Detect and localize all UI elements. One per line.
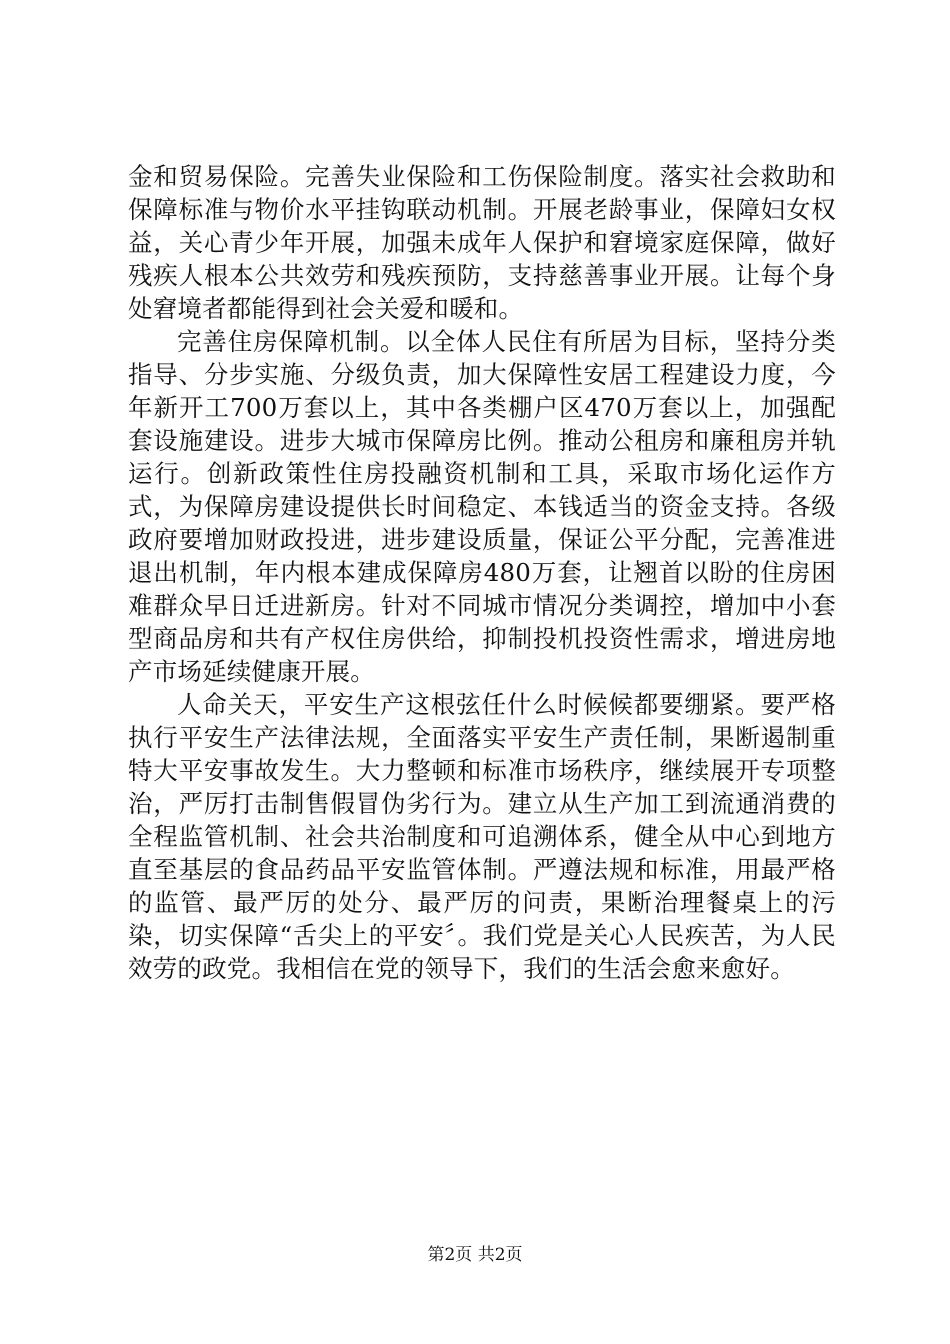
document-body xyxy=(128,160,836,985)
paragraph-safety: 人命关天，平安生产这根弦任什么时候候都要绷紧。要严格执行平安生产法律法规，全面落实平安生产责任制，果断遏制重特大平安事故发生。大力整顿和标准市场秩序，继续展开专项整治，严厉打击制售假冒伪劣行为。建立从生产加工到流通消费的全程监管机制、社会共治制度和可追溯体系，健全从中心到地方直至基层的食品药品平安监管体制。严遵法规和标准，用最严格的监管、最严厉的处分、最严厉的问责，果断治理餐桌上的污染，切实保障“舌尖上的平安〞。我们党是关心人民疾苦，为人民效劳的政党。我相信在党的领导下，我们的生活会愈来愈好。 xyxy=(128,690,836,983)
page-number-footer: 第2页 共2页 xyxy=(427,1245,523,1265)
paragraph-housing: 完善住房保障机制。以全体人民住有所居为目标，坚持分类指导、分步实施、分级负责，加大保障性安居工程建设力度，今年新开工700万套以上，其中各类棚户区470万套以上，加强配套设施建设。进步大城市保障房比例。推动公租房和廉租房并轨运行。创新政策性住房投融资机制和工具，采取市场化运作方式，为保障房建设提供长时间稳定、本钱适当的资金支持。各级政府要增加财政投进，进步建设质量，保证公平分配，完善准进退出机制，年内根本建成保障房480万套，让翘首以盼的住房困难群众早日迁进新房。针对不同城市情况分类调控，增加中小套型商品房和共有产权住房供给，抑制投机投资性需求，增进房地产市场延续健康开展。 xyxy=(128,327,836,686)
paragraph-continuation: 金和贸易保险。完善失业保险和工伤保险制度。落实社会救助和保障标准与物价水平挂钩联动机制。开展老龄事业，保障妇女权益，关心青少年开展，加强未成年人保护和窘境家庭保障，做好残疾人根本公共效劳和残疾预防，支持慈善事业开展。让每个身处窘境者都能得到社会关爱和暖和。 xyxy=(128,162,836,323)
